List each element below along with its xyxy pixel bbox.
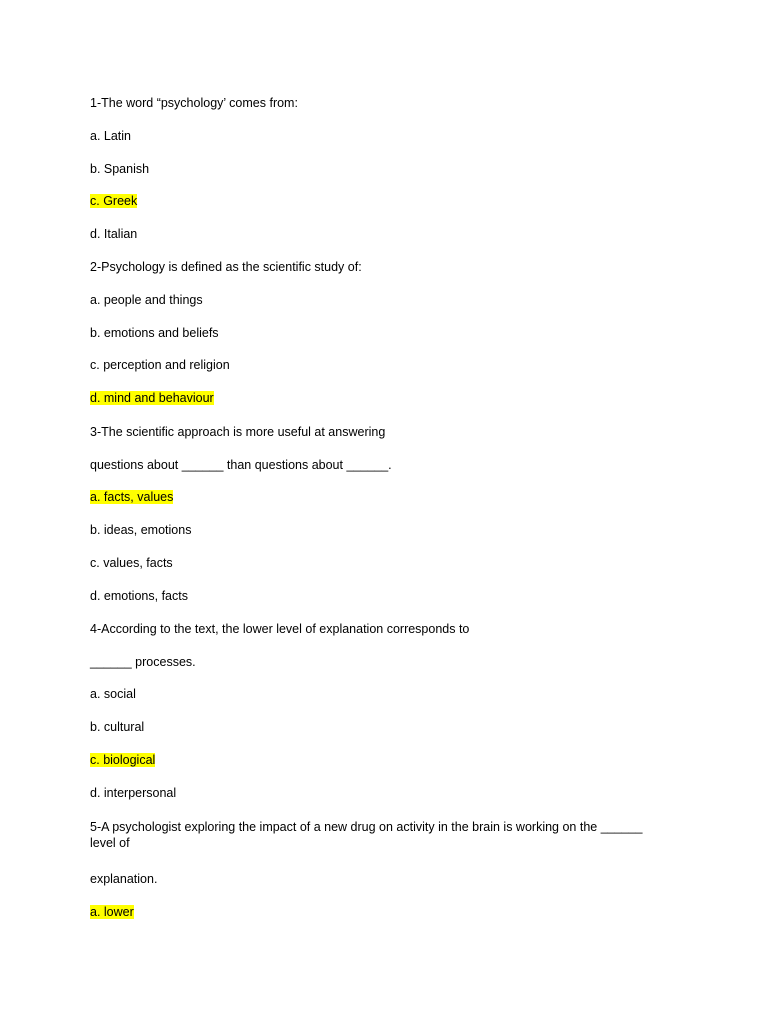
- question-5-text-cont: explanation.: [90, 872, 158, 886]
- answer-highlight: c. biological: [90, 753, 156, 767]
- q2-option-d-answer: [90, 390, 214, 406]
- q3-option-a-answer: [90, 489, 173, 505]
- q2-option-a: a. people and things: [90, 293, 203, 307]
- question-3-text-line1: 3-The scientific approach is more useful at answering: [90, 425, 386, 439]
- q4-option-d: d. interpersonal: [90, 786, 177, 800]
- q1-option-c-answer: [90, 193, 137, 209]
- q3-option-b: b. ideas, emotions: [90, 523, 192, 537]
- q4-option-b: b. cultural: [90, 720, 145, 734]
- question-3-text-line2: questions about ______ than questions about ______.: [90, 458, 392, 472]
- q5-option-a-answer: [90, 904, 134, 920]
- q1-option-d: d. Italian: [90, 227, 138, 241]
- q4-option-a: a. social: [90, 687, 136, 701]
- question-2-text: 2-Psychology is defined as the scientific study of:: [90, 260, 362, 274]
- q3-option-c: c. values, facts: [90, 556, 173, 570]
- q2-option-b: b. emotions and beliefs: [90, 326, 219, 340]
- question-4-text-line2: ______ processes.: [90, 655, 196, 669]
- answer-highlight: c. Greek: [90, 194, 138, 208]
- q1-option-a: a. Latin: [90, 129, 132, 143]
- question-4-text-line1: 4-According to the text, the lower level of explanation corresponds to: [90, 622, 470, 636]
- question-5-text: 5-A psychologist exploring the impact of a new drug on activity in the brain is working on the ______ level of: [90, 820, 643, 850]
- answer-highlight: a. facts, values: [90, 490, 174, 504]
- q1-option-b: b. Spanish: [90, 162, 150, 176]
- q4-option-c-answer: [90, 752, 155, 768]
- answer-highlight: d. mind and behaviour: [90, 391, 214, 405]
- q3-option-d: d. emotions, facts: [90, 589, 188, 603]
- q2-option-c: c. perception and religion: [90, 358, 230, 372]
- question-1-text: 1-The word “psychology’ comes from:: [90, 96, 298, 110]
- answer-highlight: a. lower: [90, 905, 134, 919]
